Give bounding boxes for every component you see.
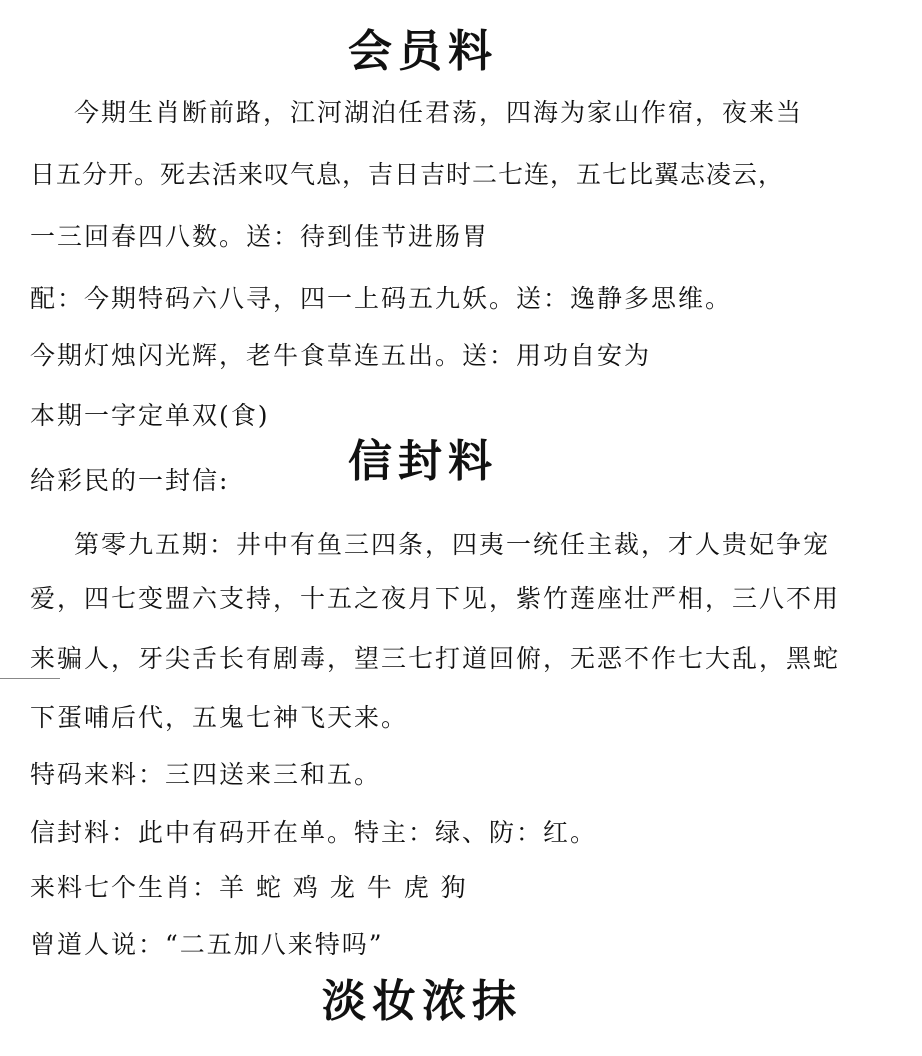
light-section-title: 淡妆浓抹 — [322, 976, 522, 1027]
letter-line-7: 来料七个生肖：羊 蛇 鸡 龙 牛 虎 狗 — [30, 873, 468, 902]
letter-section-title: 信封料 — [348, 436, 498, 487]
letter-intro: 给彩民的一封信: — [30, 466, 230, 495]
member-line-4: 配：今期特码六八寻，四一上码五九妖。送：逸静多思维。 — [30, 284, 733, 313]
scan-artifact-line — [0, 678, 60, 679]
letter-line-5: 特码来料：三四送来三和五。 — [30, 760, 382, 789]
letter-line-1: 第零九五期：井中有鱼三四条，四夷一统任主裁，才人贵妃争宠 — [74, 530, 831, 559]
letter-line-6: 信封料：此中有码开在单。特主：绿、防：红。 — [30, 818, 598, 847]
member-line-1: 今期生肖断前路，江河湖泊任君荡，四海为家山作宿，夜来当 — [74, 98, 804, 127]
letter-line-4: 下蛋哺后代，五鬼七神飞天来。 — [30, 703, 409, 732]
letter-line-8: 曾道人说：“二五加八来特吗” — [30, 930, 384, 959]
letter-line-2: 爱，四七变盟六支持，十五之夜月下见，紫竹莲座壮严相，三八不用 — [30, 584, 841, 613]
member-section-title: 会员料 — [348, 26, 498, 77]
member-line-3: 一三回春四八数。送：待到佳节进肠胃 — [30, 222, 490, 251]
letter-line-3: 来骗人，牙尖舌长有剧毒，望三七打道回俯，无恶不作七大乱，黑蛇 — [30, 644, 841, 673]
member-line-5: 今期灯烛闪光辉，老牛食草连五出。送：用功自安为 — [30, 341, 652, 370]
member-line-6: 本期一字定单双(食) — [30, 401, 270, 430]
member-line-2: 日五分开。死去活来叹气息，吉日吉时二七连，五七比翼志凌云， — [30, 160, 785, 189]
